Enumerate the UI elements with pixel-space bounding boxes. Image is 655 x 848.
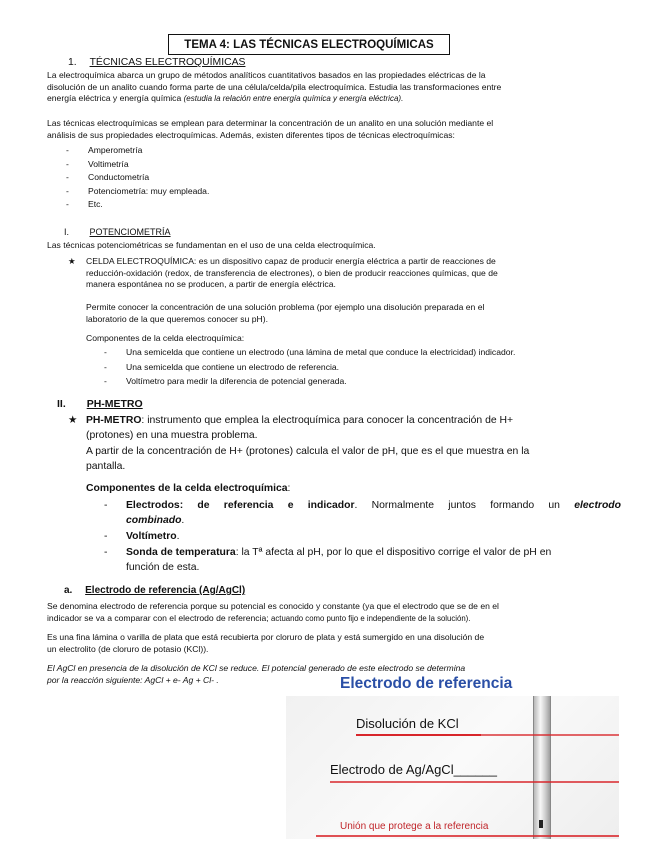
figure-label-kcl: Disolución de KCl — [356, 716, 459, 731]
section-4-paragraph-3 — [47, 663, 621, 686]
celda-paragraph — [68, 256, 621, 291]
section-4-paragraph-2 — [47, 632, 621, 655]
list-item: - Una semicelda que contiene un electrodo de referencia. — [104, 361, 340, 372]
figure-label-union: Unión que protege a la referencia — [340, 821, 489, 832]
text-line: manera espontánea no se producen, a partir de energía eléctrica. — [86, 279, 336, 289]
section-3-title: PH-METRO — [86, 398, 143, 410]
text-line — [47, 93, 621, 105]
list-item: - Amperometría — [66, 145, 143, 155]
text-line: (protones) en una muestra problema. — [86, 430, 258, 441]
techniques-list — [66, 145, 388, 211]
text-line: disolución de un analito cuando forma parte de una célula/celda/pila electroquímica. Estudia las transformaciones entre — [47, 81, 502, 92]
text-line: Se denomina electrodo de referencia porque su potencial es conocido y constante (ya que el electrodo que se de en el — [47, 601, 499, 611]
list-item: - Electrodos: de referencia e indicador. Normalmente juntos formando un electrodo combinado. — [104, 500, 622, 526]
figure-title: Electrodo de referencia — [340, 675, 513, 692]
page-title: TEMA 4: LAS TÉCNICAS ELECTROQUÍMICAS — [168, 34, 450, 55]
electrode-tip-icon — [539, 820, 543, 828]
section-3-number: II. — [57, 398, 66, 410]
section-2-number: I. — [64, 227, 70, 237]
section-4-title: Electrodo de referencia (Ag/AgCl) — [85, 585, 246, 596]
phmetro-components-heading — [86, 481, 621, 496]
text-line: combinado. — [126, 515, 185, 526]
section-2-title: POTENCIOMETRÍA — [89, 227, 171, 237]
pointer-line — [476, 734, 619, 736]
section-1-heading — [68, 56, 245, 70]
text-line: Permite conocer la concentración de una solución problema (por ejemplo una disolución preparada en el — [86, 302, 485, 312]
text-line: Electrodos: de referencia e indicador. Normalmente juntos formando un electrodo — [126, 500, 622, 511]
list-item: - Voltímetro para medir la diferencia de potencial generada. — [104, 376, 347, 386]
electrode-figure — [286, 696, 619, 839]
components-heading: Componentes de la celda electroquímica: — [86, 333, 245, 343]
section-3-heading — [57, 398, 143, 411]
phmetro-definition — [68, 413, 621, 443]
text-line: un electrolito (de cloruro de potasio (KCl)). — [47, 643, 209, 654]
section-2-intro: Las técnicas potenciométricas se fundamentan en el uso de una celda electroquímica. — [47, 240, 376, 250]
text-line: laboratorio de la que queremos conocer su pH). — [86, 313, 269, 324]
list-item: - Conductometría — [66, 172, 150, 182]
list-item: - Etc. — [66, 199, 103, 209]
section-1-paragraph-2 — [47, 118, 621, 141]
pointer-line — [316, 835, 619, 837]
components-list — [104, 347, 621, 388]
list-item: - Potenciometría: muy empleada. — [66, 185, 210, 196]
text-line: A partir de la concentración de H+ (protones) calcula el valor de pH, que es el que muestra en la — [86, 446, 530, 457]
text-line: análisis de sus propiedades electroquímicas. Además, existen diferentes tipos de técnicas electroquímicas: — [47, 129, 455, 140]
heading-bold: Componentes de la celda electroquímica — [86, 483, 288, 494]
colon: : — [287, 483, 291, 494]
electrode-rod-icon — [533, 696, 551, 839]
section-1-title: TÉCNICAS ELECTROQUÍMICAS — [89, 57, 246, 68]
text-line: pantalla. — [86, 461, 126, 472]
phmetro-components-list — [104, 498, 622, 575]
list-item: - Una semicelda que contiene un electrodo (una lámina de metal que conduce la electricidad) indicador. — [104, 347, 516, 357]
list-item: - Sonda de temperatura: la Tª afecta al pH, por lo que el dispositivo corrige el valor de pH en función de esta. — [104, 547, 552, 573]
text-line: Las técnicas electroquímicas se emplean para determinar la concentración de un analito en una solución mediante el — [47, 118, 494, 128]
text-line — [86, 413, 621, 428]
permite-paragraph — [86, 302, 621, 325]
text-span: energía eléctrica y energía química — [47, 93, 182, 103]
pointer-line — [330, 781, 619, 783]
text-span: : instrumento que emplea la electroquímica para conocer la concentración de H+ — [141, 415, 514, 426]
text-line: La electroquímica abarca un grupo de métodos analíticos cuantitativos basados en las propiedades eléctricas de la — [47, 70, 486, 80]
list-item: - Voltímetro. — [104, 531, 180, 542]
term-bold: PH-METRO — [86, 415, 142, 426]
section-1-paragraph-1 — [47, 70, 621, 105]
text-line: CELDA ELECTROQUÍMICA: es un dispositivo capaz de producir energía eléctrica a partir de reacciones de — [86, 256, 496, 266]
section-4-number: a. — [64, 585, 73, 596]
section-1-number: 1. — [68, 57, 77, 68]
figure-label-electrode: Electrodo de Ag/AgCl______ — [330, 762, 497, 777]
text-line: Es una fina lámina o varilla de plata que está recubierta por cloruro de plata y está sumergido en una disolución de — [47, 632, 485, 642]
section-4-heading — [64, 584, 245, 597]
italic-note: (estudia la relación entre energía química y energía eléctrica). — [183, 94, 404, 103]
text-line: indicador se va a comparar con el electrodo de referencia; actuando como punto fijo e independiente de la solución). — [47, 612, 471, 623]
phmetro-paragraph — [86, 444, 621, 474]
text-line: reducción-oxidación (redox, de transferencia de electrones), o bien de producir reacciones químicas, que de — [86, 267, 498, 278]
text-line: por la reacción siguiente: AgCl + e- Ag + Cl- . — [47, 674, 219, 685]
label-underline — [356, 734, 481, 736]
star-bullet-icon: ★ — [68, 256, 76, 266]
section-4-paragraph-1 — [47, 601, 621, 624]
section-2-heading — [64, 226, 171, 238]
star-bullet-icon: ★ — [68, 415, 78, 426]
list-item: - Voltimetría — [66, 158, 129, 169]
text-line: El AgCl en presencia de la disolución de KCl se reduce. El potencial generado de este electrodo se determina — [47, 663, 466, 673]
